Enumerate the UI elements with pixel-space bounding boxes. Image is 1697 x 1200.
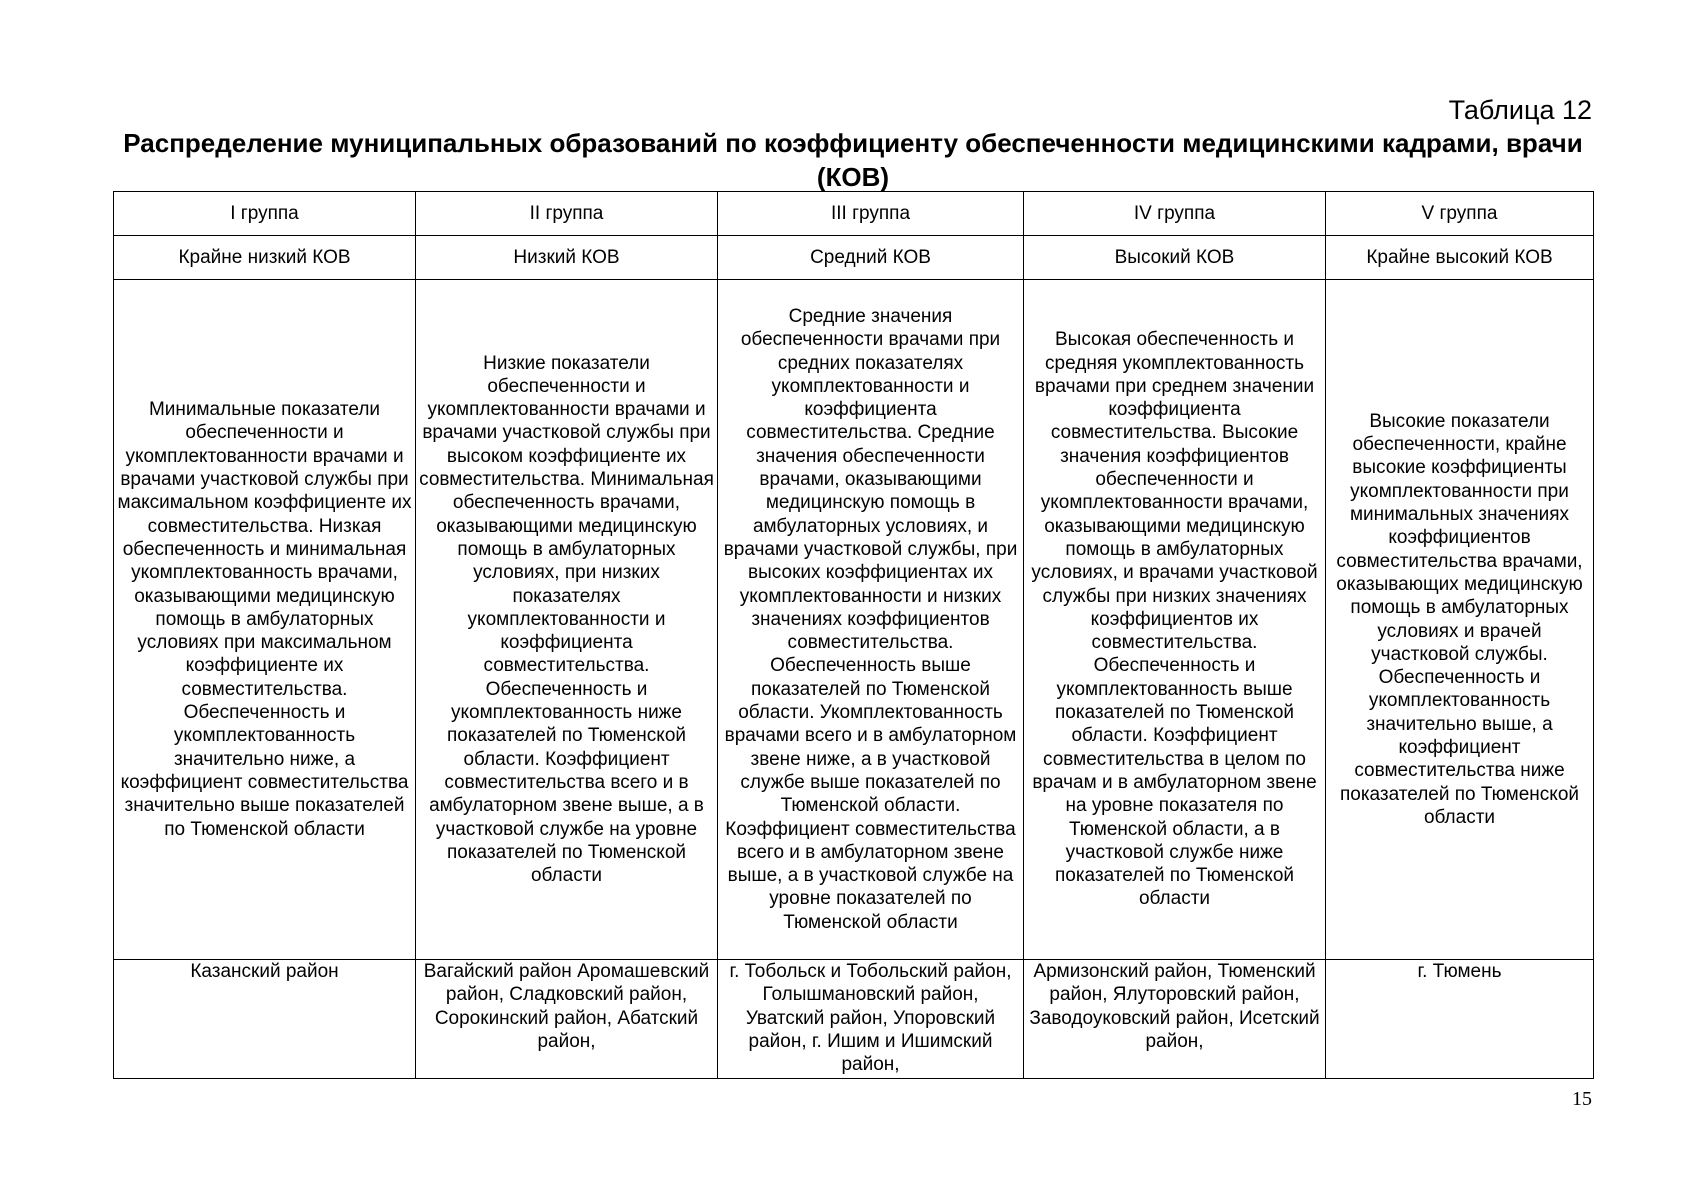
kov-level-row bbox=[114, 236, 1594, 280]
document-title: Распределение муниципальных образований по коэффициенту обеспеченности медицинскими кадрами, врачи (КОВ) bbox=[123, 128, 1583, 192]
description-cell: Высокая обеспеченность и средняя укомплектованность врачами при среднем значении коэффициента совместительства. Высокие значения коэффициентов обеспеченности и укомплектованности врачами, оказывающими медицинскую помощь в амбулаторных условиях, и врачами участковой службы при низких значениях коэффициентов их совместительства. Обеспеченность и укомплектованность выше показателей по Тюменской области. Коэффициент совместительства в целом по врачам и в амбулаторном звене на уровне показателя по Тюменской области, а в участковой службе ниже показателей по Тюменской области bbox=[1024, 280, 1326, 960]
municipalities-cell: Вагайский район Аромашевский район, Сладковский район, Сорокинский район, Абатский район, bbox=[416, 960, 718, 1079]
kov-distribution-table bbox=[113, 191, 1594, 1079]
kov-level-cell: Высокий КОВ bbox=[1024, 236, 1326, 280]
kov-level-cell: Крайне высокий КОВ bbox=[1326, 236, 1594, 280]
description-cell: Низкие показатели обеспеченности и укомплектованности врачами и врачами участковой службы при высоком коэффициенте их совместительства. Минимальная обеспеченность врачами, оказывающими медицинскую помощь в амбулаторных условиях, при низких показателях укомплектованности и коэффициента совместительства. Обеспеченность и укомплектованность ниже показателей по Тюменской области. Коэффициент совместительства всего и в амбулаторном звене выше, а в участковой службе на уровне показателей по Тюменской области bbox=[416, 280, 718, 960]
group-header-cell: V группа bbox=[1326, 192, 1594, 236]
group-header-row bbox=[114, 192, 1594, 236]
group-header-cell: III группа bbox=[718, 192, 1024, 236]
page-number: 15 bbox=[1572, 1088, 1592, 1110]
group-header-cell: II группа bbox=[416, 192, 718, 236]
description-cell: Средние значения обеспеченности врачами при средних показателях укомплектованности и коэффициента совместительства. Средние значения обеспеченности врачами, оказывающими медицинскую помощь в амбулаторных условиях, и врачами участковой службы, при высоких коэффициентах их укомплектованности и низких значениях коэффициентов совместительства. Обеспеченность выше показателей по Тюменской области. Укомплектованность врачами всего и в амбулаторном звене ниже, а в участковой службе выше показателей по Тюменской области. Коэффициент совместительства всего и в амбулаторном звене выше, а в участковой службе на уровне показателей по Тюменской области bbox=[718, 280, 1024, 960]
group-header-cell: I группа bbox=[114, 192, 416, 236]
description-row bbox=[114, 280, 1594, 960]
municipalities-cell: Казанский район bbox=[114, 960, 416, 1079]
municipalities-row bbox=[114, 960, 1594, 1079]
kov-level-cell: Крайне низкий КОВ bbox=[114, 236, 416, 280]
kov-level-cell: Средний КОВ bbox=[718, 236, 1024, 280]
description-cell: Высокие показатели обеспеченности, крайне высокие коэффициенты укомплектованности при минимальных значениях коэффициентов совместительства врачами, оказывающих медицинскую помощь в амбулаторных условиях и врачей участковой службы. Обеспеченность и укомплектованность значительно выше, а коэффициент совместительства ниже показателей по Тюменской области bbox=[1326, 280, 1594, 960]
table-label: Таблица 12 bbox=[1448, 95, 1592, 125]
kov-level-cell: Низкий КОВ bbox=[416, 236, 718, 280]
municipalities-cell: г. Тюмень bbox=[1326, 960, 1594, 1079]
group-header-cell: IV группа bbox=[1024, 192, 1326, 236]
municipalities-cell: г. Тобольск и Тобольский район, Голышмановский район, Уватский район, Упоровский район, г. Ишим и Ишимский район, bbox=[718, 960, 1024, 1079]
description-cell: Минимальные показатели обеспеченности и укомплектованности врачами и врачами участковой службы при максимальном коэффициенте их совместительства. Низкая обеспеченность и минимальная укомплектованность врачами, оказывающими медицинскую помощь в амбулаторных условиях при максимальном коэффициенте их совместительства. Обеспеченность и укомплектованность значительно ниже, а коэффициент совместительства значительно выше показателей по Тюменской области bbox=[114, 280, 416, 960]
municipalities-cell: Армизонский район, Тюменский район, Ялуторовский район, Заводоуковский район, Исетский район, bbox=[1024, 960, 1326, 1079]
